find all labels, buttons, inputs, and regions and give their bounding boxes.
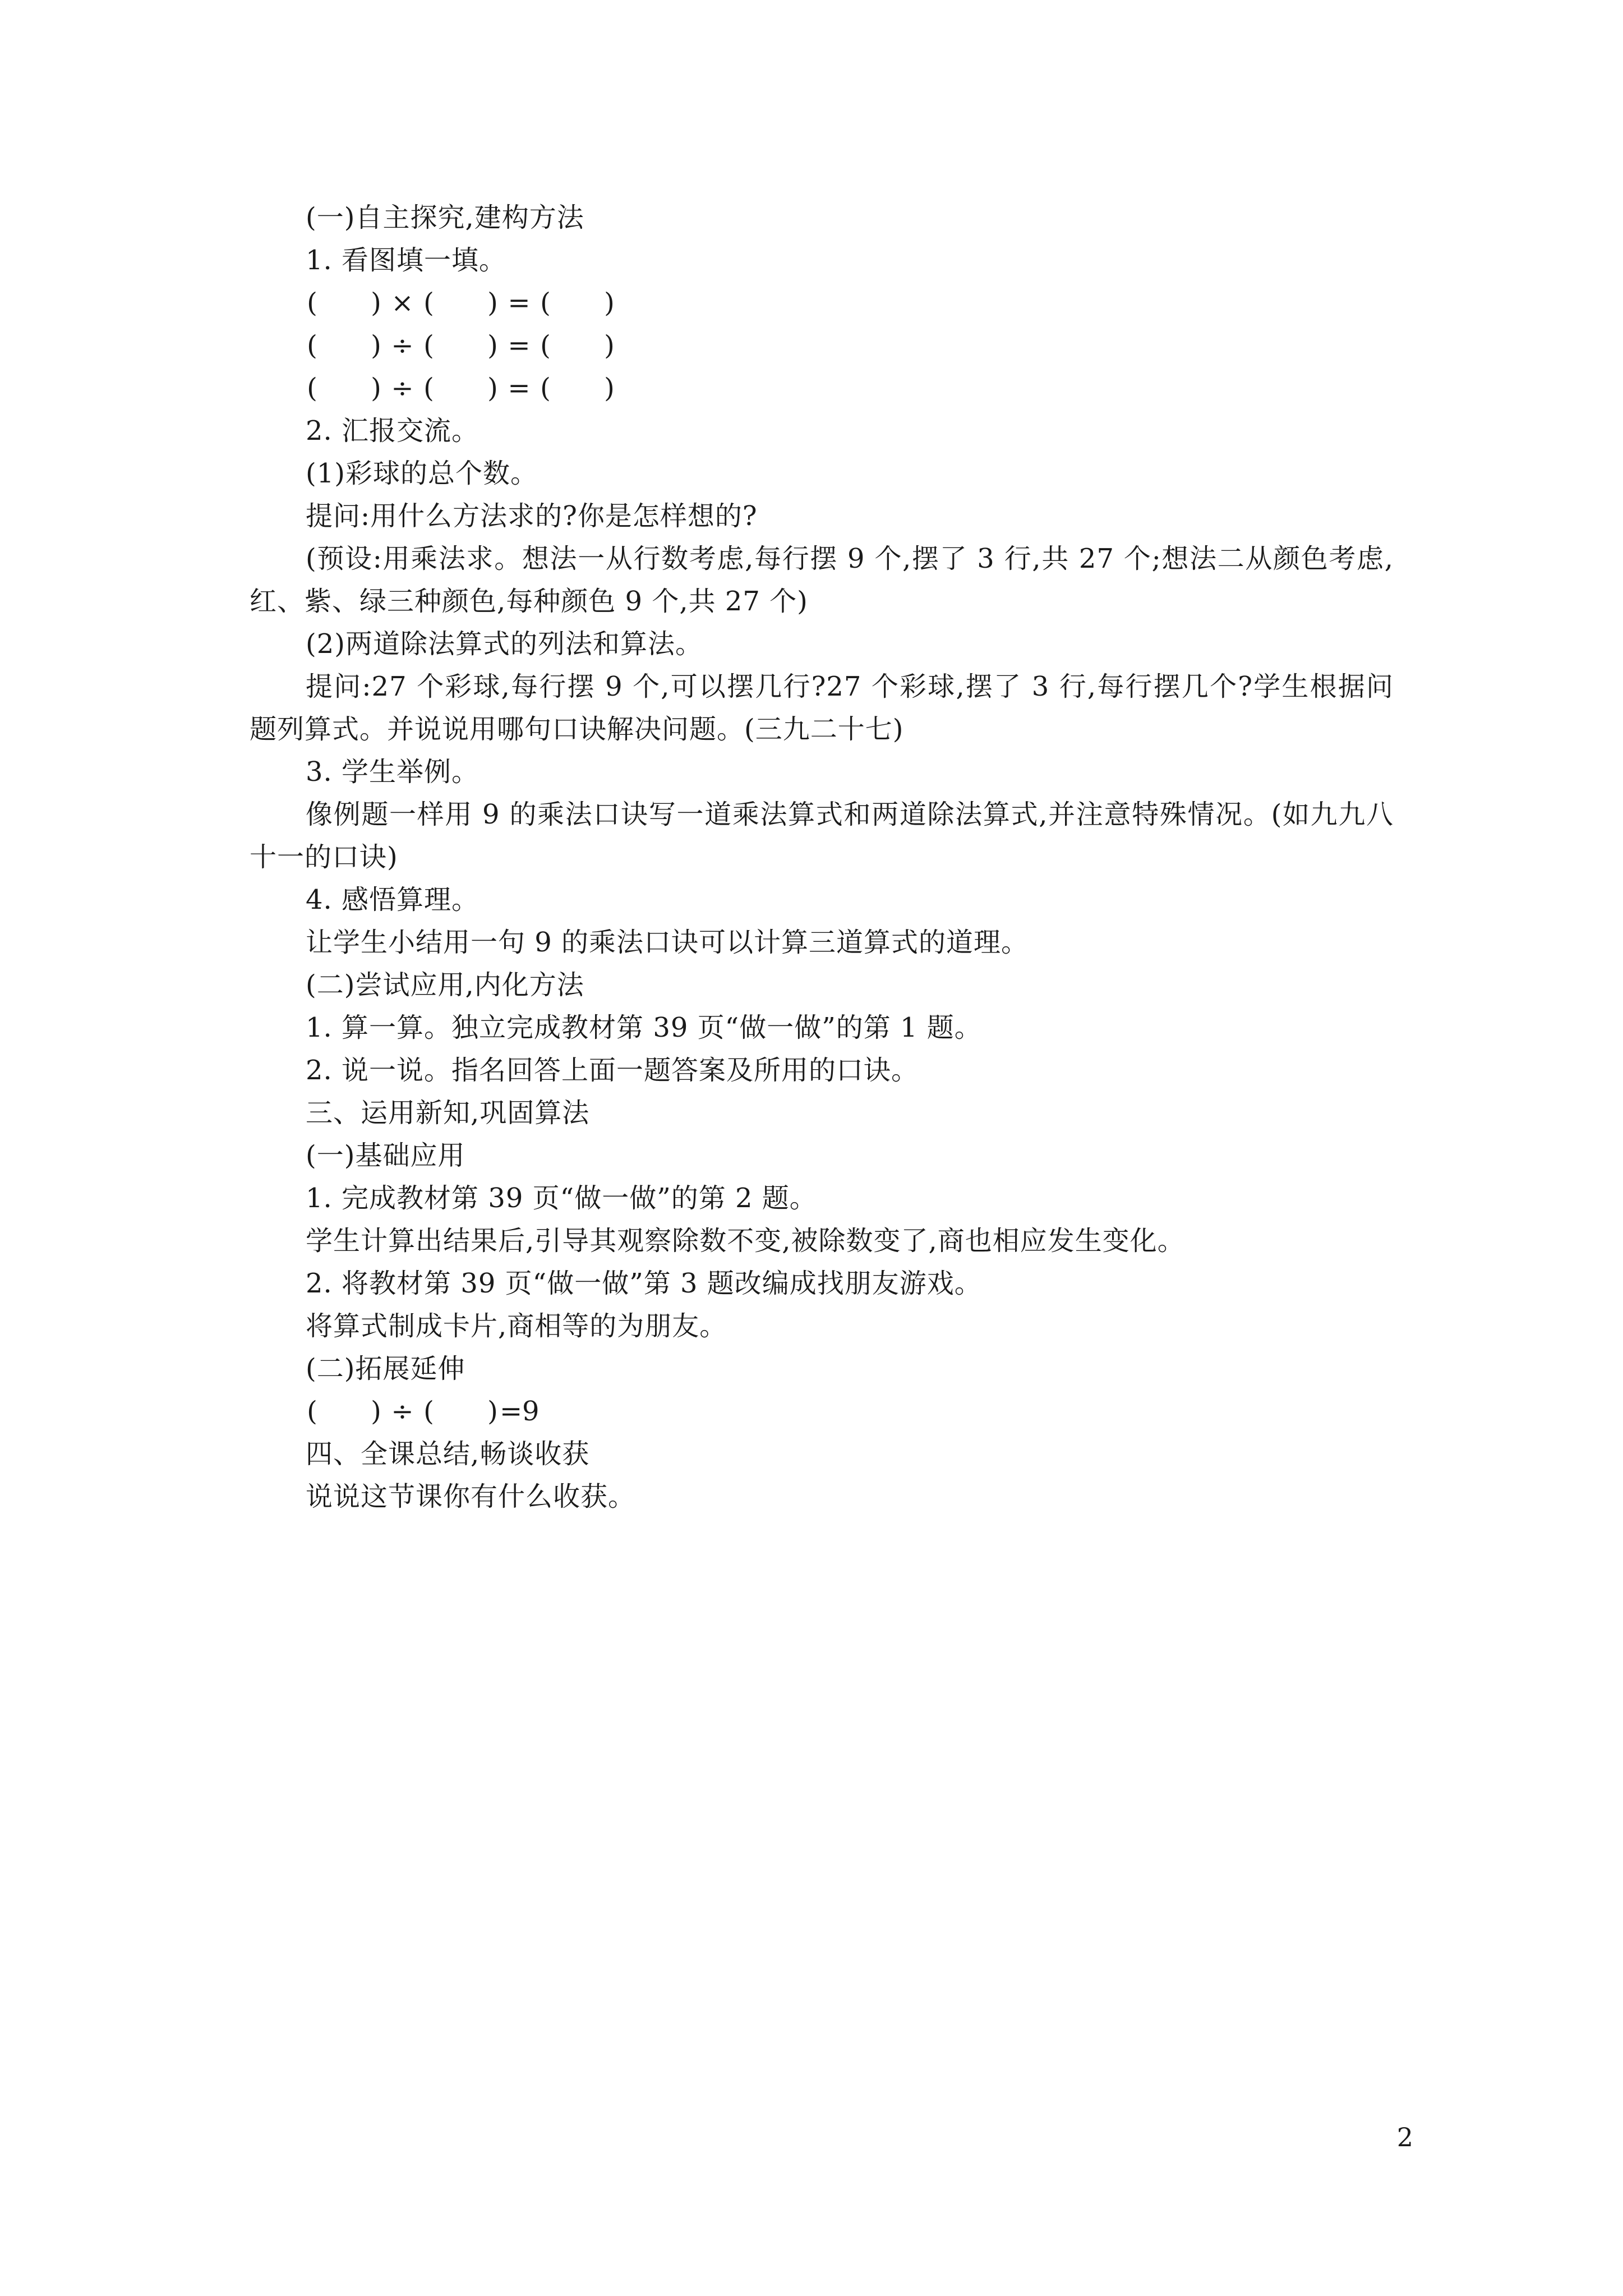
close-paren: ) — [371, 287, 382, 319]
close-paren: ) — [604, 372, 615, 404]
divide-sign: ÷ — [391, 1396, 414, 1427]
close-paren: ) — [604, 330, 615, 361]
fill-in-equation-divide — [250, 324, 1394, 367]
open-paren: ( — [540, 372, 551, 404]
section-heading: (一)自主探究,建构方法 — [306, 202, 584, 233]
body-text: 让学生小结用一句 9 的乘法口诀可以计算三道算式的道理。 — [306, 927, 1029, 958]
lesson-plan-body — [250, 196, 1394, 1518]
step-text: 2. 将教材第 39 页“做一做”第 3 题改编成找朋友游戏。 — [306, 1268, 982, 1299]
paragraph-preset-answer: (预设:用乘法求。想法一从行数考虑,每行摆 9 个,摆了 3 行,共 27 个;想法二从颜色考虑,红、紫、绿三种颜色,每种颜色 9 个,共 27 个) — [250, 543, 1394, 617]
open-paren: ( — [540, 330, 551, 361]
body-text: 将算式制成卡片,商相等的为朋友。 — [306, 1310, 727, 1342]
body-text: 说说这节课你有什么收获。 — [306, 1481, 636, 1512]
multiply-sign: × — [391, 287, 414, 319]
close-paren: ) — [487, 287, 499, 319]
section-heading: (二)拓展延伸 — [306, 1353, 465, 1384]
step-heading: 3. 学生举例。 — [306, 756, 479, 788]
equals-sign: = — [508, 287, 531, 319]
open-paren: ( — [423, 330, 435, 361]
open-paren: ( — [307, 372, 318, 404]
open-paren: ( — [540, 287, 551, 319]
step-text: 1. 算一算。独立完成教材第 39 页“做一做”的第 1 题。 — [306, 1012, 982, 1043]
fill-in-equation-multiply — [250, 282, 1394, 324]
divide-sign: ÷ — [391, 372, 414, 404]
close-paren: ) — [371, 330, 382, 361]
chapter-heading: 三、运用新知,巩固算法 — [306, 1097, 590, 1129]
close-paren: ) — [487, 330, 499, 361]
sub-heading: (1)彩球的总个数。 — [306, 458, 538, 489]
step-text: 2. 说一说。指名回答上面一题答案及所用的口诀。 — [306, 1055, 919, 1086]
close-paren: ) — [604, 287, 615, 319]
open-paren: ( — [423, 1396, 435, 1427]
page-number: 2 — [1396, 2122, 1413, 2152]
open-paren: ( — [307, 330, 318, 361]
fill-in-equation-divide — [250, 367, 1394, 409]
section-heading: (二)尝试应用,内化方法 — [306, 969, 584, 1001]
open-paren: ( — [423, 287, 435, 319]
step-heading: 2. 汇报交流。 — [306, 415, 479, 447]
open-paren: ( — [423, 372, 435, 404]
section-heading: (一)基础应用 — [306, 1140, 465, 1171]
paragraph-example: 像例题一样用 9 的乘法口诀写一道乘法算式和两道除法算式,并注意特殊情况。(如九九八十一的口诀) — [250, 799, 1394, 873]
close-paren: ) — [487, 1396, 499, 1427]
close-paren: ) — [371, 1396, 382, 1427]
body-text: 学生计算出结果后,引导其观察除数不变,被除数变了,商也相应发生变化。 — [306, 1225, 1185, 1257]
divide-sign: ÷ — [391, 330, 414, 361]
equals-sign: = — [508, 330, 531, 361]
equals-sign: = — [500, 1396, 523, 1427]
equals-sign: = — [508, 372, 531, 404]
sub-heading: (2)两道除法算式的列法和算法。 — [306, 628, 703, 660]
chapter-heading: 四、全课总结,畅谈收获 — [306, 1438, 590, 1470]
step-heading: 4. 感悟算理。 — [306, 884, 479, 915]
step-heading: 1. 看图填一填。 — [306, 245, 507, 276]
paragraph-question: 提问:27 个彩球,每行摆 9 个,可以摆几行?27 个彩球,摆了 3 行,每行摆几个?学生根据问题列算式。并说说用哪句口诀解决问题。(三九二十七) — [250, 671, 1394, 745]
question-text: 提问:用什么方法求的?你是怎样想的? — [306, 500, 758, 532]
open-paren: ( — [307, 1396, 318, 1427]
fill-in-equation-extension — [250, 1390, 1394, 1433]
step-text: 1. 完成教材第 39 页“做一做”的第 2 题。 — [306, 1182, 817, 1214]
open-paren: ( — [307, 287, 318, 319]
close-paren: ) — [371, 372, 382, 404]
equation-result: 9 — [522, 1396, 540, 1427]
close-paren: ) — [487, 372, 499, 404]
